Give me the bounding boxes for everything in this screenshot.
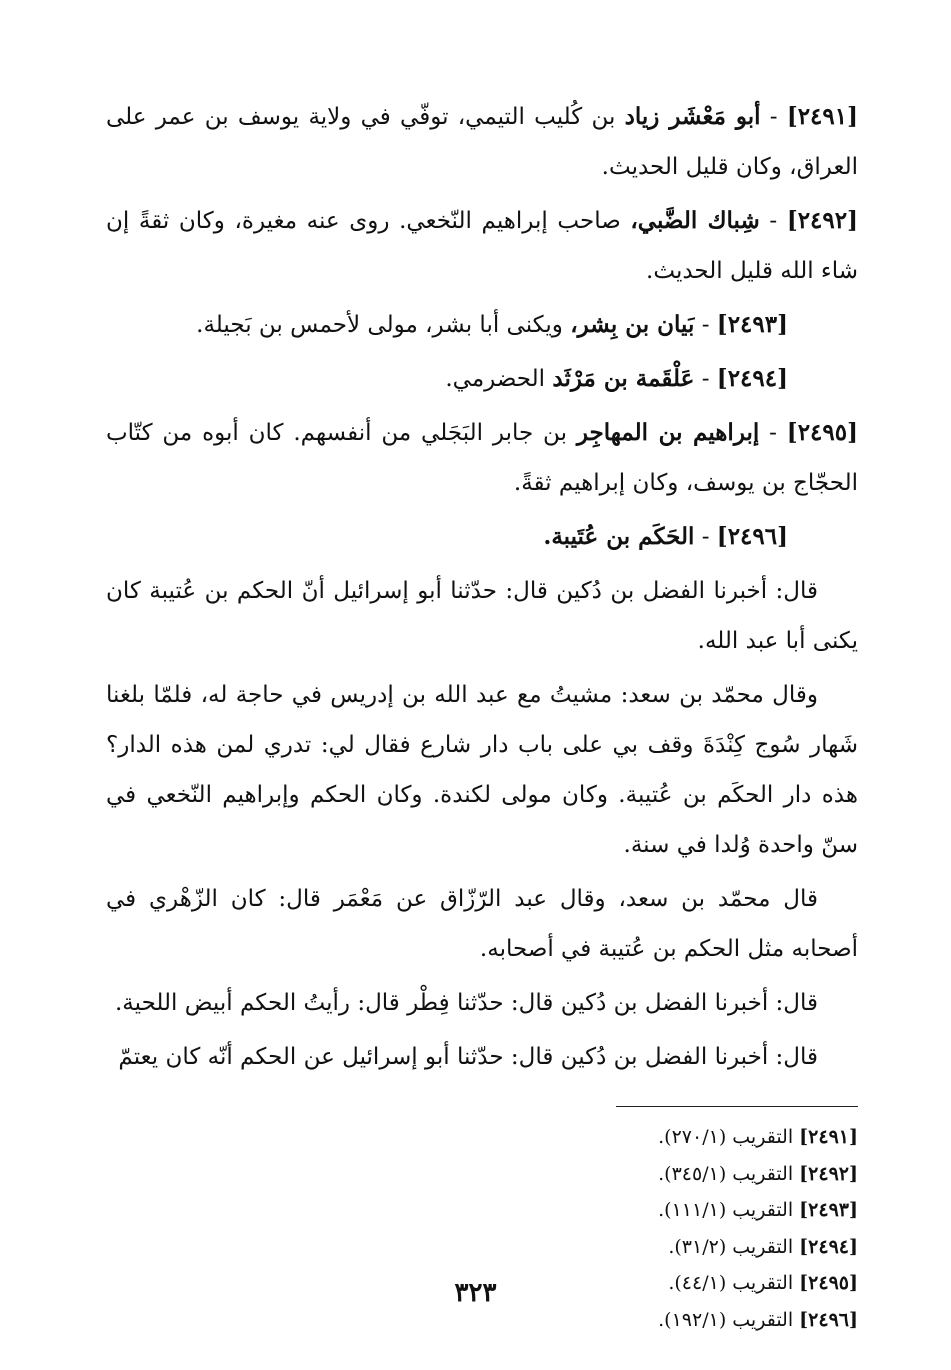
footnote-text: التقريب (٣١/٢). [668,1235,794,1258]
entry-name: الحَكَم بن عُتَيبة. [543,523,695,550]
footnote-text: التقريب (٢٧٠/١). [658,1126,794,1148]
entry-text: بن كُليب التيمي، توفّي في ولاية يوسف بن عمر على العراق، وكان قليل الحديث. [106,104,858,180]
narration-paragraph: قال محمّد بن سعد، وقال عبد الرّزّاق عن مَعْمَر قال: كان الزّهْري في أصحابه مثل الحكم بن عُتيبة في أصحابه. [106,886,858,962]
footnote-number: [٢٤٩٤] [799,1235,858,1258]
footnote-number: [٢٤٩٢] [799,1162,858,1185]
footnote-divider [616,1106,858,1107]
footnote-text: التقريب (١١١/١). [658,1199,794,1221]
entry-number: [٢٤٩٥] [786,419,858,446]
entry-name: شِباك الضَّبي، [630,207,760,234]
footnote-item [106,1192,858,1229]
biography-entry: [٢٤٩١] - أبو مَعْشَر زياد بن كُليب التيمي، توفّي في ولاية يوسف بن عمر على العراق، وكان قليل الحديث. [106,103,859,180]
footnote-item [106,1156,858,1193]
footnote-text: التقريب (٣٤٥/١). [658,1162,794,1185]
biography-entry: [٢٤٩٤] - عَلْقَمة بن مَرْثَد الحضرمي. [445,365,788,392]
entry-text: ويكنى أبا بشر، مولى لأحمس بن بَجيلة. [196,312,563,338]
narration-paragraph: قال: أخبرنا الفضل بن دُكين قال: حدّثنا أبو إسرائيل عن الحكم أنّه كان يعتمّ [118,1044,818,1070]
entry-number: [٢٤٩١] [786,103,859,130]
page-number: ٣٢٣ [454,1278,497,1308]
biography-entry: [٢٤٩٦] - الحَكَم بن عُتَيبة. [543,523,788,550]
entry-text: الحضرمي. [445,366,546,392]
entry-number: [٢٤٩٣] [716,311,788,338]
footnote-text: التقريب (٤٤/١). [668,1272,794,1294]
biography-entry: [٢٤٩٢] - شِباك الضَّبي، صاحب إبراهيم النّخعي. روى عنه مغيرة، وكان ثقةً إن شاء الله قليل الحديث. [106,207,859,284]
entry-number: [٢٤٩٢] [786,207,859,234]
entry-name: بَيان بن بِشر، [570,311,695,338]
entry-name: إبراهيم بن المهاجِر [576,419,760,446]
footnote-item [106,1229,858,1266]
footnote-number: [٢٤٩١] [799,1126,858,1148]
narration-paragraph: قال: أخبرنا الفضل بن دُكين قال: حدّثنا فِطْر قال: رأيتُ الحكم أبيض اللحية. [115,990,818,1016]
biography-entry: [٢٤٩٥] - إبراهيم بن المهاجِر بن جابر البَجَلي من أنفسهم. كان أبوه من كتّاب الحجّاج بن يوسف، وكان إبراهيم ثقةً. [106,419,858,496]
footnote-number: [٢٤٩٥] [799,1272,858,1294]
entry-name: عَلْقَمة بن مَرْثَد [552,365,695,392]
footnote-item [106,1119,858,1156]
footnote-number: [٢٤٩٦] [799,1308,858,1331]
entry-text: صاحب إبراهيم النّخعي. روى عنه مغيرة، وكان ثقةً إن شاء الله قليل الحديث. [106,208,858,284]
entry-name: أبو مَعْشَر زياد [624,103,761,130]
narration-paragraph: وقال محمّد بن سعد: مشيتُ مع عبد الله بن إدريس في حاجة له، فلمّا بلغنا شَهار سُوج كِنْدَةَ وقف بي على باب دار شارع فقال لي: تدري لمن هذه الدار؟ هذه دار الحكَم بن عُتيبة. وكان مولى لكندة. وكان الحكم وإبراهيم النّخعي في سنّ واحدة وُلدا في سنة. [106,682,858,858]
entry-number: [٢٤٩٦] [716,523,788,550]
footnote-text: التقريب (١٩٢/١). [658,1308,794,1331]
narration-paragraph: قال: أخبرنا الفضل بن دُكين قال: حدّثنا أبو إسرائيل أنّ الحكم بن عُتيبة كان يكنى أبا عبد الله. [106,578,858,654]
entry-text: بن جابر البَجَلي من أنفسهم. كان أبوه من كتّاب الحجّاج بن يوسف، وكان إبراهيم ثقةً. [106,420,858,496]
entry-number: [٢٤٩٤] [716,365,788,392]
footnote-number: [٢٤٩٣] [799,1199,858,1221]
biography-entry: [٢٤٩٣] - بَيان بن بِشر، ويكنى أبا بشر، مولى لأحمس بن بَجيلة. [196,311,788,338]
